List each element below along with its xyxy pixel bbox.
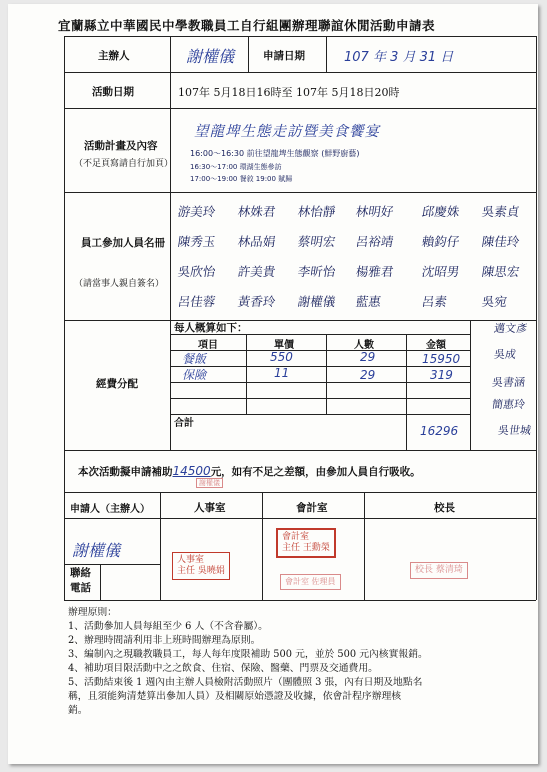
column-divider	[248, 36, 249, 72]
organizer-label: 主辦人	[98, 50, 130, 62]
participant-signature: 林姝君	[236, 204, 277, 219]
subsidy-amount: 14500	[172, 464, 211, 478]
budget-table-line	[170, 334, 470, 335]
rules-title: 辦理原則：	[68, 607, 117, 618]
apply-date-label: 申請日期	[263, 50, 305, 62]
participant-signature: 陳思宏	[480, 264, 521, 279]
participant-signature: 陳佳玲	[480, 234, 521, 249]
activity-date-label: 活動日期	[92, 86, 134, 98]
plan-line-3: 17:00～19:00 餐敘 19:00 賦歸	[190, 175, 293, 183]
row-divider	[64, 320, 536, 321]
budget-label: 經費分配	[96, 378, 138, 390]
plan-title: 望龍埤生態走訪暨美食饗宴	[194, 124, 380, 140]
plan-note: （不足頁寫請自行加頁）	[74, 159, 174, 169]
participant-signature: 邁文彥	[493, 322, 528, 335]
participant-signature: 吳書涵	[491, 376, 526, 389]
contact-label: 聯絡電話	[70, 567, 91, 594]
accounting-clerk-stamp: 會計室 佐理員	[280, 574, 341, 590]
sign-header-applicant: 申請人（主辦人）	[70, 504, 150, 515]
participant-signature: 林怡靜	[296, 204, 337, 219]
rule-item: 稱，且須能夠清楚算出參加人員）及相關原始憑證及收據，依會計程序辦理核	[68, 691, 402, 702]
participant-signature: 吳宛	[480, 294, 508, 309]
budget-table-line	[170, 366, 470, 367]
table-top-border	[64, 36, 536, 37]
budget-row-2-amount: 319	[430, 368, 453, 382]
apply-date-value: 107 年 3 月 31 日	[344, 50, 454, 65]
participants-note: （請當事人親自簽名）	[74, 279, 165, 289]
participant-signature: 黃香玲	[236, 294, 277, 309]
table-bottom-border	[64, 600, 536, 601]
row-divider	[64, 450, 536, 451]
participant-signature: 游美玲	[176, 204, 217, 219]
budget-table-line	[170, 414, 470, 415]
plan-label: 活動計畫及內容	[84, 140, 158, 152]
label-column-divider	[170, 36, 171, 450]
participant-signature: 吳世城	[497, 424, 532, 437]
budget-table-line	[326, 334, 327, 414]
participants-label: 員工參加人員名冊	[81, 237, 165, 249]
sign-column-divider	[364, 492, 365, 600]
participant-signature: 邱慶姝	[420, 204, 461, 219]
plan-line-1: 16:00～16:30 前往望龍埤生態觀察 (鮮野廚藝)	[190, 149, 360, 158]
rules-section	[68, 606, 538, 718]
plan-line-2: 16:30～17:00 環湖生態參訪	[190, 163, 282, 171]
accounting-stamp: 會計室 主任 王勳榮	[276, 528, 336, 558]
budget-header-item: 項目	[198, 340, 218, 351]
budget-intro: 每人概算如下：	[174, 322, 248, 334]
budget-row-2-item: 保險	[182, 368, 207, 382]
budget-table-line	[246, 334, 247, 414]
sign-column-divider	[160, 492, 161, 600]
row-divider	[64, 192, 536, 193]
contact-divider	[100, 564, 101, 600]
applicant-signature: 謝權儀	[72, 541, 121, 560]
participant-signature: 簡惠玲	[491, 398, 526, 411]
budget-header-amount: 金額	[426, 340, 446, 351]
participant-signature: 楊雅君	[354, 264, 395, 279]
sign-header-accounting: 會計室	[296, 502, 328, 514]
row-divider	[64, 492, 536, 493]
participant-signature: 呂裕靖	[354, 234, 395, 249]
principal-stamp: 校長 蔡清琦	[410, 562, 468, 579]
subsidy-suffix: 元，如有不足之差額，由參加人員自行吸收。	[210, 466, 421, 478]
participant-signature: 吳欣怡	[176, 264, 217, 279]
participant-signature: 沈昭男	[420, 264, 461, 279]
rule-item: 4、補助項目限活動中之之飲食、住宿、保險、醫藥、門票及交通費用。	[68, 663, 378, 674]
participant-signature: 呂佳蓉	[176, 294, 217, 309]
budget-table-line	[170, 398, 470, 399]
budget-row-1-item: 餐飯	[182, 352, 207, 366]
sign-column-divider	[262, 492, 263, 600]
column-divider	[326, 36, 327, 72]
row-divider	[64, 518, 536, 519]
sign-header-personnel: 人事室	[194, 502, 226, 514]
personnel-stamp: 人事室 主任 吳曉娟	[172, 552, 230, 580]
subsidy-prefix: 本次活動擬申請補助	[78, 466, 173, 478]
participant-signature: 李昕怡	[296, 264, 337, 279]
participant-signature: 吳素貞	[480, 204, 521, 219]
contact-divider	[64, 564, 160, 565]
rule-item: 銷。	[68, 705, 88, 716]
budget-total-value: 16296	[420, 424, 459, 438]
rule-item: 3、編制內之現職教職員工，每人每年度限補助 500 元，並於 500 元內核實報銷。	[68, 649, 428, 660]
small-stamp: 謝權儀	[196, 478, 223, 488]
budget-row-2-count: 29	[360, 368, 376, 382]
application-form-page	[8, 4, 538, 764]
row-divider	[64, 72, 536, 73]
participant-signature: 許美貴	[236, 264, 277, 279]
participant-signature: 呂素	[420, 294, 448, 309]
budget-table-line	[170, 382, 470, 383]
activity-date-value: 107年 5月18日16時至 107年 5月18日20時	[178, 86, 400, 99]
participant-signature: 賴鈞仔	[420, 234, 461, 249]
budget-total-label: 合計	[174, 418, 194, 429]
participant-signature: 陳秀玉	[176, 234, 217, 249]
rule-item: 5、活動結束後 1 週內由主辦人員檢附活動照片（團體照 3 張，內有日期及地點名	[68, 677, 423, 688]
budget-row-1-amount: 15950	[422, 352, 461, 366]
participant-signature: 蔡明宏	[296, 234, 337, 249]
budget-table-line	[470, 320, 471, 450]
rule-item: 2、辦理時間請利用非上班時間辦理為原則。	[68, 635, 261, 646]
budget-header-price: 單價	[274, 340, 294, 351]
rule-item: 1、活動參加人員每組至少 6 人（不含眷屬）。	[68, 621, 268, 632]
budget-table-line	[406, 334, 407, 450]
participant-signature: 林明好	[354, 204, 395, 219]
table-left-border	[64, 36, 65, 600]
row-divider	[64, 108, 536, 109]
participant-signature: 吳成	[493, 348, 517, 361]
participant-signature: 藍惠	[354, 294, 382, 309]
budget-row-1-count: 29	[360, 350, 376, 364]
budget-row-1-price: 550	[270, 350, 293, 364]
budget-row-2-price: 11	[274, 366, 290, 380]
budget-header-count: 人數	[354, 340, 374, 351]
sign-header-principal: 校長	[434, 502, 455, 514]
organizer-value: 謝權儀	[186, 47, 235, 66]
participant-signature: 林品娟	[236, 234, 277, 249]
subsidy-line	[78, 464, 421, 479]
form-title: 宜蘭縣立中華國民中學教職員工自行組團辦理聯誼休閒活動申請表	[58, 18, 436, 33]
participant-signature: 謝權儀	[296, 294, 337, 309]
